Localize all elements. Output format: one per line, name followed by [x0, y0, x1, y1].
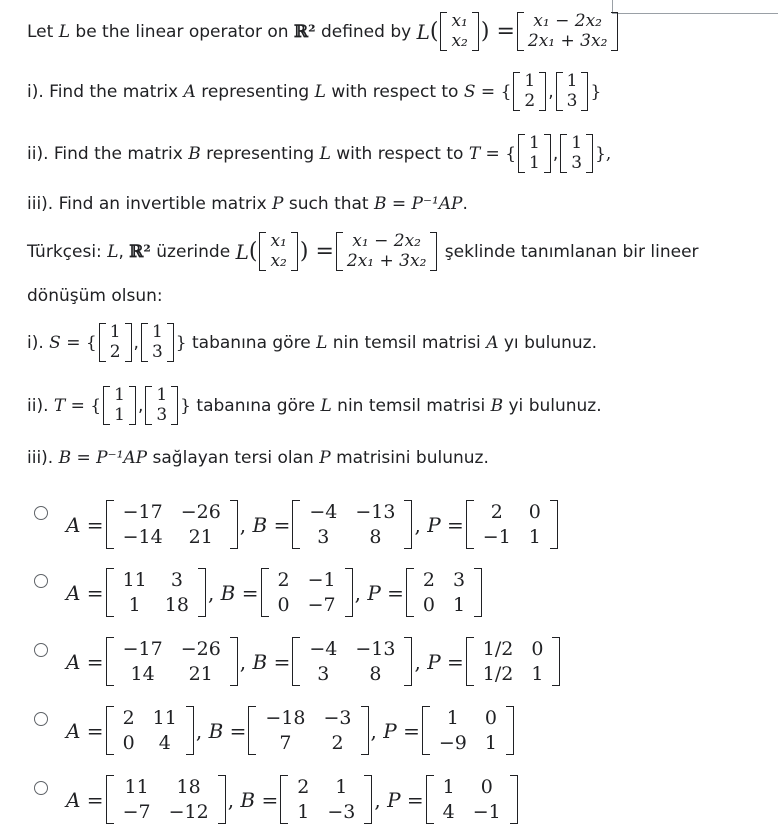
matrix: [426, 775, 518, 824]
option-4[interactable]: A = 2 11 0 4 , B = −18 −3 7 2 , P = 1 0 −9 1: [36, 706, 516, 755]
part-iii-en: iii). Find an invertible matrix P such that B = P⁻¹AP .: [27, 194, 468, 214]
matrix: [280, 775, 372, 824]
radio-button[interactable]: [34, 781, 48, 795]
matrix-cell: −17: [122, 501, 163, 523]
matrix: [106, 637, 238, 686]
matrix-cell: −12: [168, 800, 209, 823]
matrix-cell: 3: [170, 569, 183, 591]
matrix-cell: −1: [482, 525, 511, 548]
matrix: [106, 500, 238, 549]
option-5[interactable]: A = 11 18 −7 −12 , B = 2 1 1 −3 , P = 1 0 4 −1: [36, 775, 520, 824]
matrix-cell: 1: [442, 776, 455, 798]
matrix: [292, 500, 412, 549]
matrix-cell: −13: [355, 638, 396, 660]
matrix-cell: 18: [176, 776, 201, 798]
radio-button[interactable]: [34, 643, 48, 657]
matrix-cell: −26: [180, 638, 221, 660]
vector-input: x₁ x₂: [440, 12, 478, 51]
matrix-cell: 11: [122, 569, 147, 591]
matrix-cell: 2: [122, 707, 135, 729]
matrix-cell: −9: [438, 731, 467, 754]
matrix-cell: 4: [442, 800, 455, 823]
part-ii-en: ii). Find the matrix B representing L with respect to T = { 1 1 , 1 3 },: [27, 133, 612, 173]
matrix-cell: 4: [158, 731, 171, 754]
matrix: [466, 637, 561, 686]
matrix-cell: 0: [422, 593, 436, 616]
truncated-header-box: [612, 0, 778, 14]
math-R2: ℝ²: [293, 21, 316, 42]
matrix-cell: −26: [180, 501, 221, 523]
matrix-cell: 0: [122, 731, 135, 754]
matrix-cell: 11: [124, 776, 149, 798]
matrix-cell: 0: [277, 593, 290, 616]
matrix-cell: 0: [531, 638, 544, 660]
part-iii-tr: iii). B = P⁻¹AP sağlayan tersi olan P matrisini bulunuz.: [27, 448, 489, 468]
matrix-cell: 1: [128, 593, 141, 616]
matrix-cell: −7: [307, 593, 336, 616]
math-L: L: [58, 21, 70, 42]
matrix-cell: 2: [277, 569, 290, 591]
matrix-cell: 3: [317, 525, 330, 548]
matrix-cell: −1: [472, 800, 501, 823]
matrix-cell: −14: [122, 525, 163, 548]
matrix-cell: 8: [369, 662, 382, 685]
matrix-cell: 2: [297, 776, 310, 798]
matrix-cell: 1: [446, 707, 459, 729]
matrix: [106, 568, 206, 617]
radio-button[interactable]: [34, 506, 48, 520]
matrix-cell: 21: [188, 662, 213, 685]
matrix-cell: 21: [188, 525, 213, 548]
matrix: [422, 706, 514, 755]
matrix-cell: 1: [484, 731, 497, 754]
matrix-cell: 14: [130, 662, 155, 685]
matrix: [106, 706, 194, 755]
matrix-cell: −17: [122, 638, 163, 660]
part-i-en: i). Find the matrix A representing L with respect to S = { 1 2 , 1 3 }: [27, 71, 602, 111]
matrix-cell: 1/2: [482, 662, 514, 685]
matrix-cell: −4: [309, 501, 338, 523]
matrix-cell: 3: [453, 569, 466, 591]
matrix-cell: −13: [355, 501, 396, 523]
text: Let: [27, 21, 54, 42]
text: be the linear operator on: [75, 21, 289, 42]
matrix-cell: 2: [422, 569, 436, 591]
matrix-cell: 7: [279, 731, 292, 754]
vector-output: x₁ − 2x₂ 2x₁ + 3x₂: [517, 12, 619, 51]
matrix-cell: −1: [307, 569, 336, 591]
matrix-cell: 0: [528, 501, 541, 523]
option-1[interactable]: A = −17 −26 −14 21 , B = −4 −13 3 8 , P = 2 0 −1 1: [36, 500, 560, 549]
matrix: [261, 568, 353, 617]
matrix-cell: 1: [453, 593, 466, 616]
part-ii-tr: ii). T = { 1 1 , 1 3 } tabanına göre L nin temsil matrisi B yi bulunuz.: [27, 385, 602, 425]
option-3[interactable]: A = −17 −26 14 21 , B = −4 −13 3 8 , P = 1/2 0 1/2 1: [36, 637, 562, 686]
matrix-cell: 2: [331, 731, 344, 754]
matrix-cell: 11: [152, 707, 177, 729]
tr-intro: Türkçesi: L , ℝ² üzerinde L ( x₁ x₂ ) = x₁ − 2x₂ 2x₁ + 3x₂ şeklinde tanımlanan bir lineer: [27, 231, 699, 271]
matrix-cell: −3: [323, 707, 352, 729]
matrix: [106, 775, 226, 824]
matrix: [406, 568, 482, 617]
matrix-cell: 18: [164, 593, 189, 616]
matrix-cell: 1/2: [482, 638, 514, 660]
matrix: [466, 500, 558, 549]
matrix-cell: −4: [309, 638, 338, 660]
part-i-tr: i). S = { 1 2 , 1 3 } tabanına göre L nin temsil matrisi A yı bulunuz.: [27, 322, 598, 362]
radio-button[interactable]: [34, 574, 48, 588]
matrix: [248, 706, 368, 755]
matrix-cell: 8: [369, 525, 382, 548]
intro-line: Let L be the linear operator on ℝ² defined by L ( x₁ x₂ ) = x₁ − 2x₂ 2x₁ + 3x₂: [27, 12, 620, 51]
matrix-cell: −7: [122, 800, 151, 823]
matrix-cell: 1: [531, 662, 544, 685]
matrix-cell: −18: [265, 707, 306, 729]
matrix-cell: 3: [317, 662, 330, 685]
matrix-cell: 0: [484, 707, 497, 729]
math-L: L: [416, 19, 430, 44]
matrix-cell: 2: [490, 501, 503, 523]
matrix-cell: 1: [528, 525, 541, 548]
matrix-cell: 0: [480, 776, 493, 798]
radio-button[interactable]: [34, 712, 48, 726]
text: defined by: [320, 21, 412, 42]
matrix: [292, 637, 412, 686]
option-2[interactable]: A = 11 3 1 18 , B = 2 −1 0 −7 , P = 2 3 0 1: [36, 568, 484, 617]
tr-intro-2: dönüşüm olsun:: [27, 286, 163, 306]
matrix-cell: 1: [297, 800, 310, 823]
matrix-cell: 1: [335, 776, 348, 798]
matrix-cell: −3: [327, 800, 356, 823]
